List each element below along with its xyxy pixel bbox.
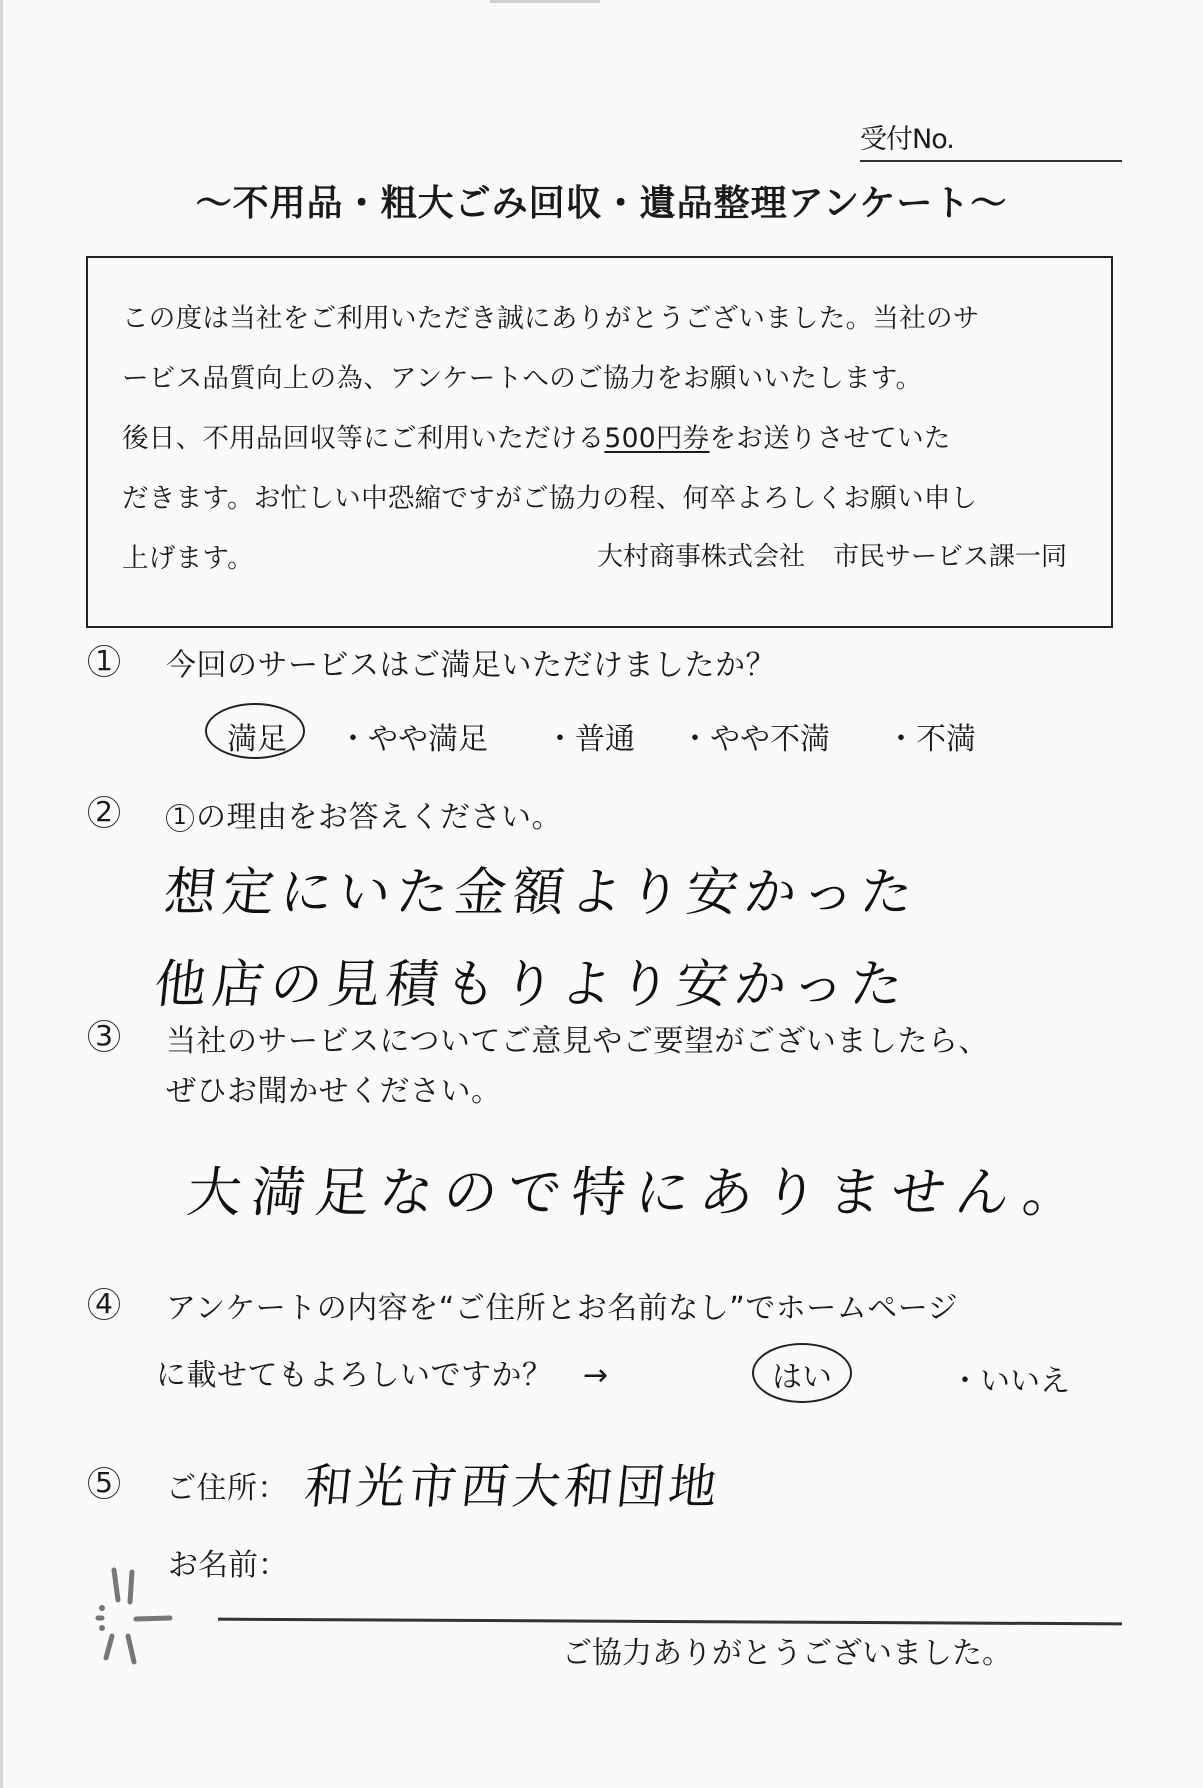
question-ref-number: 1 — [166, 804, 194, 832]
survey-title: 〜不用品・粗大ごみ回収・遺品整理アンケート〜 — [195, 183, 1008, 224]
receipt-number-label: 受付No. — [860, 124, 954, 155]
handwritten-answer-3: 大満足なので特にありません。 — [184, 1161, 1091, 1224]
question-3-text-line-2: ぜひお聞かせください。 — [166, 1074, 502, 1109]
question-3-text-line-1: 当社のサービスについてご意見やご要望がございましたら、 — [166, 1024, 989, 1059]
question-2-number: 2 — [88, 796, 120, 828]
handwritten-answer-2-line-1: 想定にいた金額より安かった — [161, 863, 922, 923]
handwritten-address: 和光市西大和団地 — [301, 1459, 724, 1515]
question-5-number: 5 — [88, 1467, 120, 1499]
option-dissatisfied[interactable]: ・不満 — [886, 722, 976, 757]
question-2-text — [166, 792, 562, 836]
question-4-number: 4 — [88, 1288, 120, 1320]
option-neutral[interactable]: ・普通 — [545, 722, 635, 757]
paper-notch — [490, 0, 600, 3]
question-2-label: の理由をお答えください。 — [196, 800, 562, 835]
question-4-text-line-2: に載せてもよろしいですか？ → — [156, 1358, 609, 1393]
intro-line-3-end: をお送りさせていた — [709, 423, 951, 454]
paper-edge — [0, 0, 3, 1788]
name-underline — [218, 1618, 1122, 1625]
intro-line-3-start: 後日、不用品回収等にご利用いただける — [122, 423, 605, 454]
intro-line-1: この度は当社をご利用いただき誠にありがとうございました。当社のサ — [122, 303, 980, 334]
intro-box — [86, 256, 1113, 628]
name-label: お名前： — [168, 1548, 288, 1583]
handwritten-answer-2-line-2: 他店の見積もりより安かった — [151, 955, 912, 1015]
intro-line-3 — [122, 416, 951, 455]
option-yes[interactable]: はい — [772, 1360, 832, 1395]
receipt-number-field — [860, 118, 1122, 162]
question-4-text-line-1: アンケートの内容を“ご住所とお名前なし”でホームページ — [166, 1291, 959, 1326]
option-no[interactable]: ・いいえ — [950, 1364, 1070, 1399]
intro-signature — [597, 536, 1067, 573]
thank-you-message: ご協力ありがとうございました。 — [562, 1636, 1012, 1671]
voucher-amount: 500円券 — [604, 423, 710, 454]
decorative-flower-icon — [92, 1562, 182, 1672]
department-name: 市民サービス課一同 — [832, 542, 1067, 572]
option-somewhat-satisfied[interactable]: ・やや満足 — [338, 722, 488, 757]
option-satisfied[interactable]: 満足 — [227, 722, 287, 757]
address-label: ご住所： — [166, 1471, 288, 1506]
company-name: 大村商事株式会社 — [596, 542, 805, 572]
intro-line-4: だきます。お忙しい中恐縮ですがご協力の程、何卒よろしくお願い申し — [122, 483, 978, 514]
question-1-number: 1 — [88, 645, 120, 677]
question-3-number: 3 — [88, 1020, 120, 1052]
intro-line-2: ービス品質向上の為、アンケートへのご協力をお願いいたします。 — [122, 363, 923, 394]
question-1-text: 今回のサービスはご満足いただけましたか？ — [166, 648, 776, 683]
intro-line-5: 上げます。 — [122, 543, 254, 574]
option-somewhat-dissatisfied[interactable]: ・やや不満 — [680, 722, 830, 757]
